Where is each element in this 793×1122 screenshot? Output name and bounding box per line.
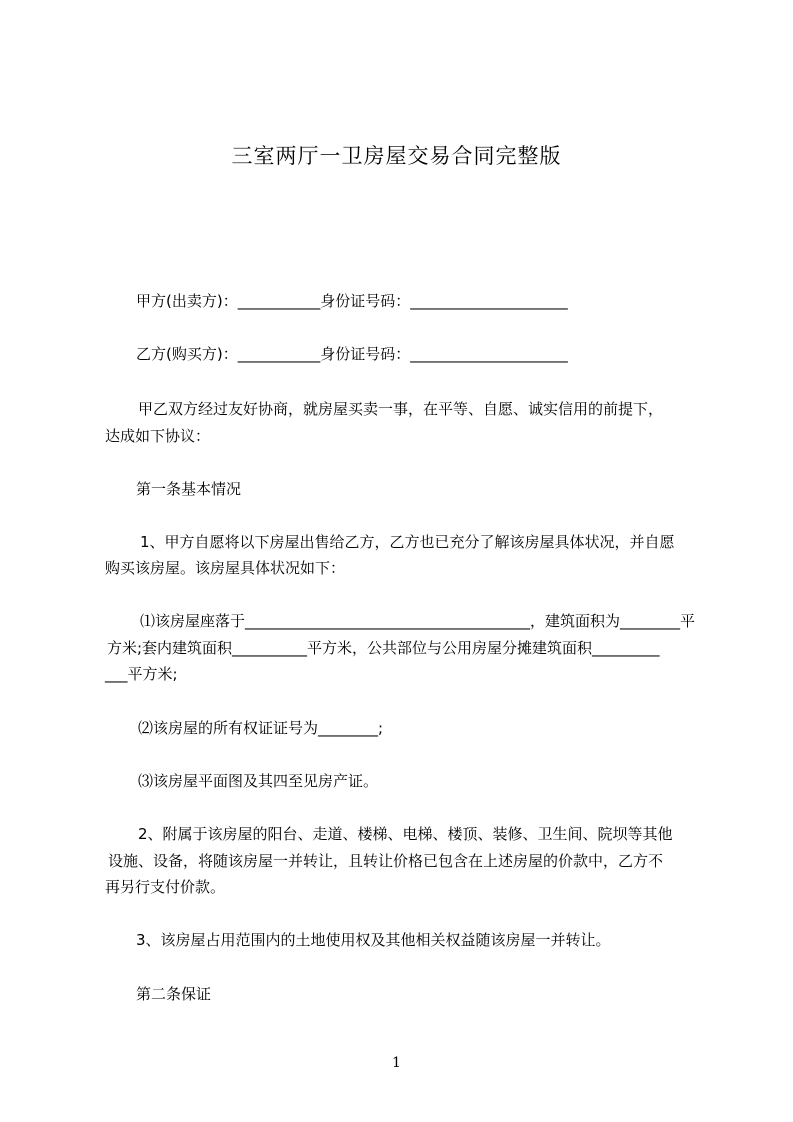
item-2-line: ⑵该房屋的所有权证证号为________; xyxy=(138,719,384,737)
clause-1-line-1: 1、甲方自愿将以下房屋出售给乙方，乙方也已充分了解该房屋具体状况，并自愿 xyxy=(140,533,675,551)
item-1-line-2: 方米;套内建筑面积__________平方米，公共部位与公用房屋分摊建筑面积_________ xyxy=(107,639,660,657)
party-b-line: 乙方(购买方)：___________身份证号码：_____________________ xyxy=(136,345,568,363)
clause-2-line-1: 2、附属于该房屋的阳台、走道、楼梯、电梯、楼顶、装修、卫生间、院坝等其他 xyxy=(138,825,673,843)
clause-1-line-2: 购买该房屋。该房屋具体状况如下： xyxy=(105,559,346,577)
clause-3-line: 3、该房屋占用范围内的土地使用权及其他相关权益随该房屋一并转让。 xyxy=(136,931,611,949)
clause-2-line-3: 再另行支付价款。 xyxy=(105,878,226,896)
article-2-heading: 第二条保证 xyxy=(136,985,212,1003)
item-1-line-3: ___平方米; xyxy=(105,665,178,683)
intro-line-2: 达成如下协议： xyxy=(105,427,211,445)
article-1-heading: 第一条基本情况 xyxy=(136,480,242,498)
page-number: 1 xyxy=(392,1055,401,1071)
clause-2-line-2: 设施、设备，将随该房屋一并转让，且转让价格已包含在上述房屋的价款中，乙方不 xyxy=(108,852,664,870)
party-a-line: 甲方(出卖方)：___________身份证号码：_____________________ xyxy=(136,292,568,310)
intro-line-1: 甲乙双方经过友好协商，就房屋买卖一事，在平等、自愿、诚实信用的前提下， xyxy=(138,400,664,418)
item-3-line: ⑶该房屋平面图及其四至见房产证。 xyxy=(138,772,379,790)
item-1-line-1: ⑴该房屋座落于______________________________________，建筑面积为________平 xyxy=(140,612,696,630)
document-title: 三室两厅一卫房屋交易合同完整版 xyxy=(231,144,562,168)
